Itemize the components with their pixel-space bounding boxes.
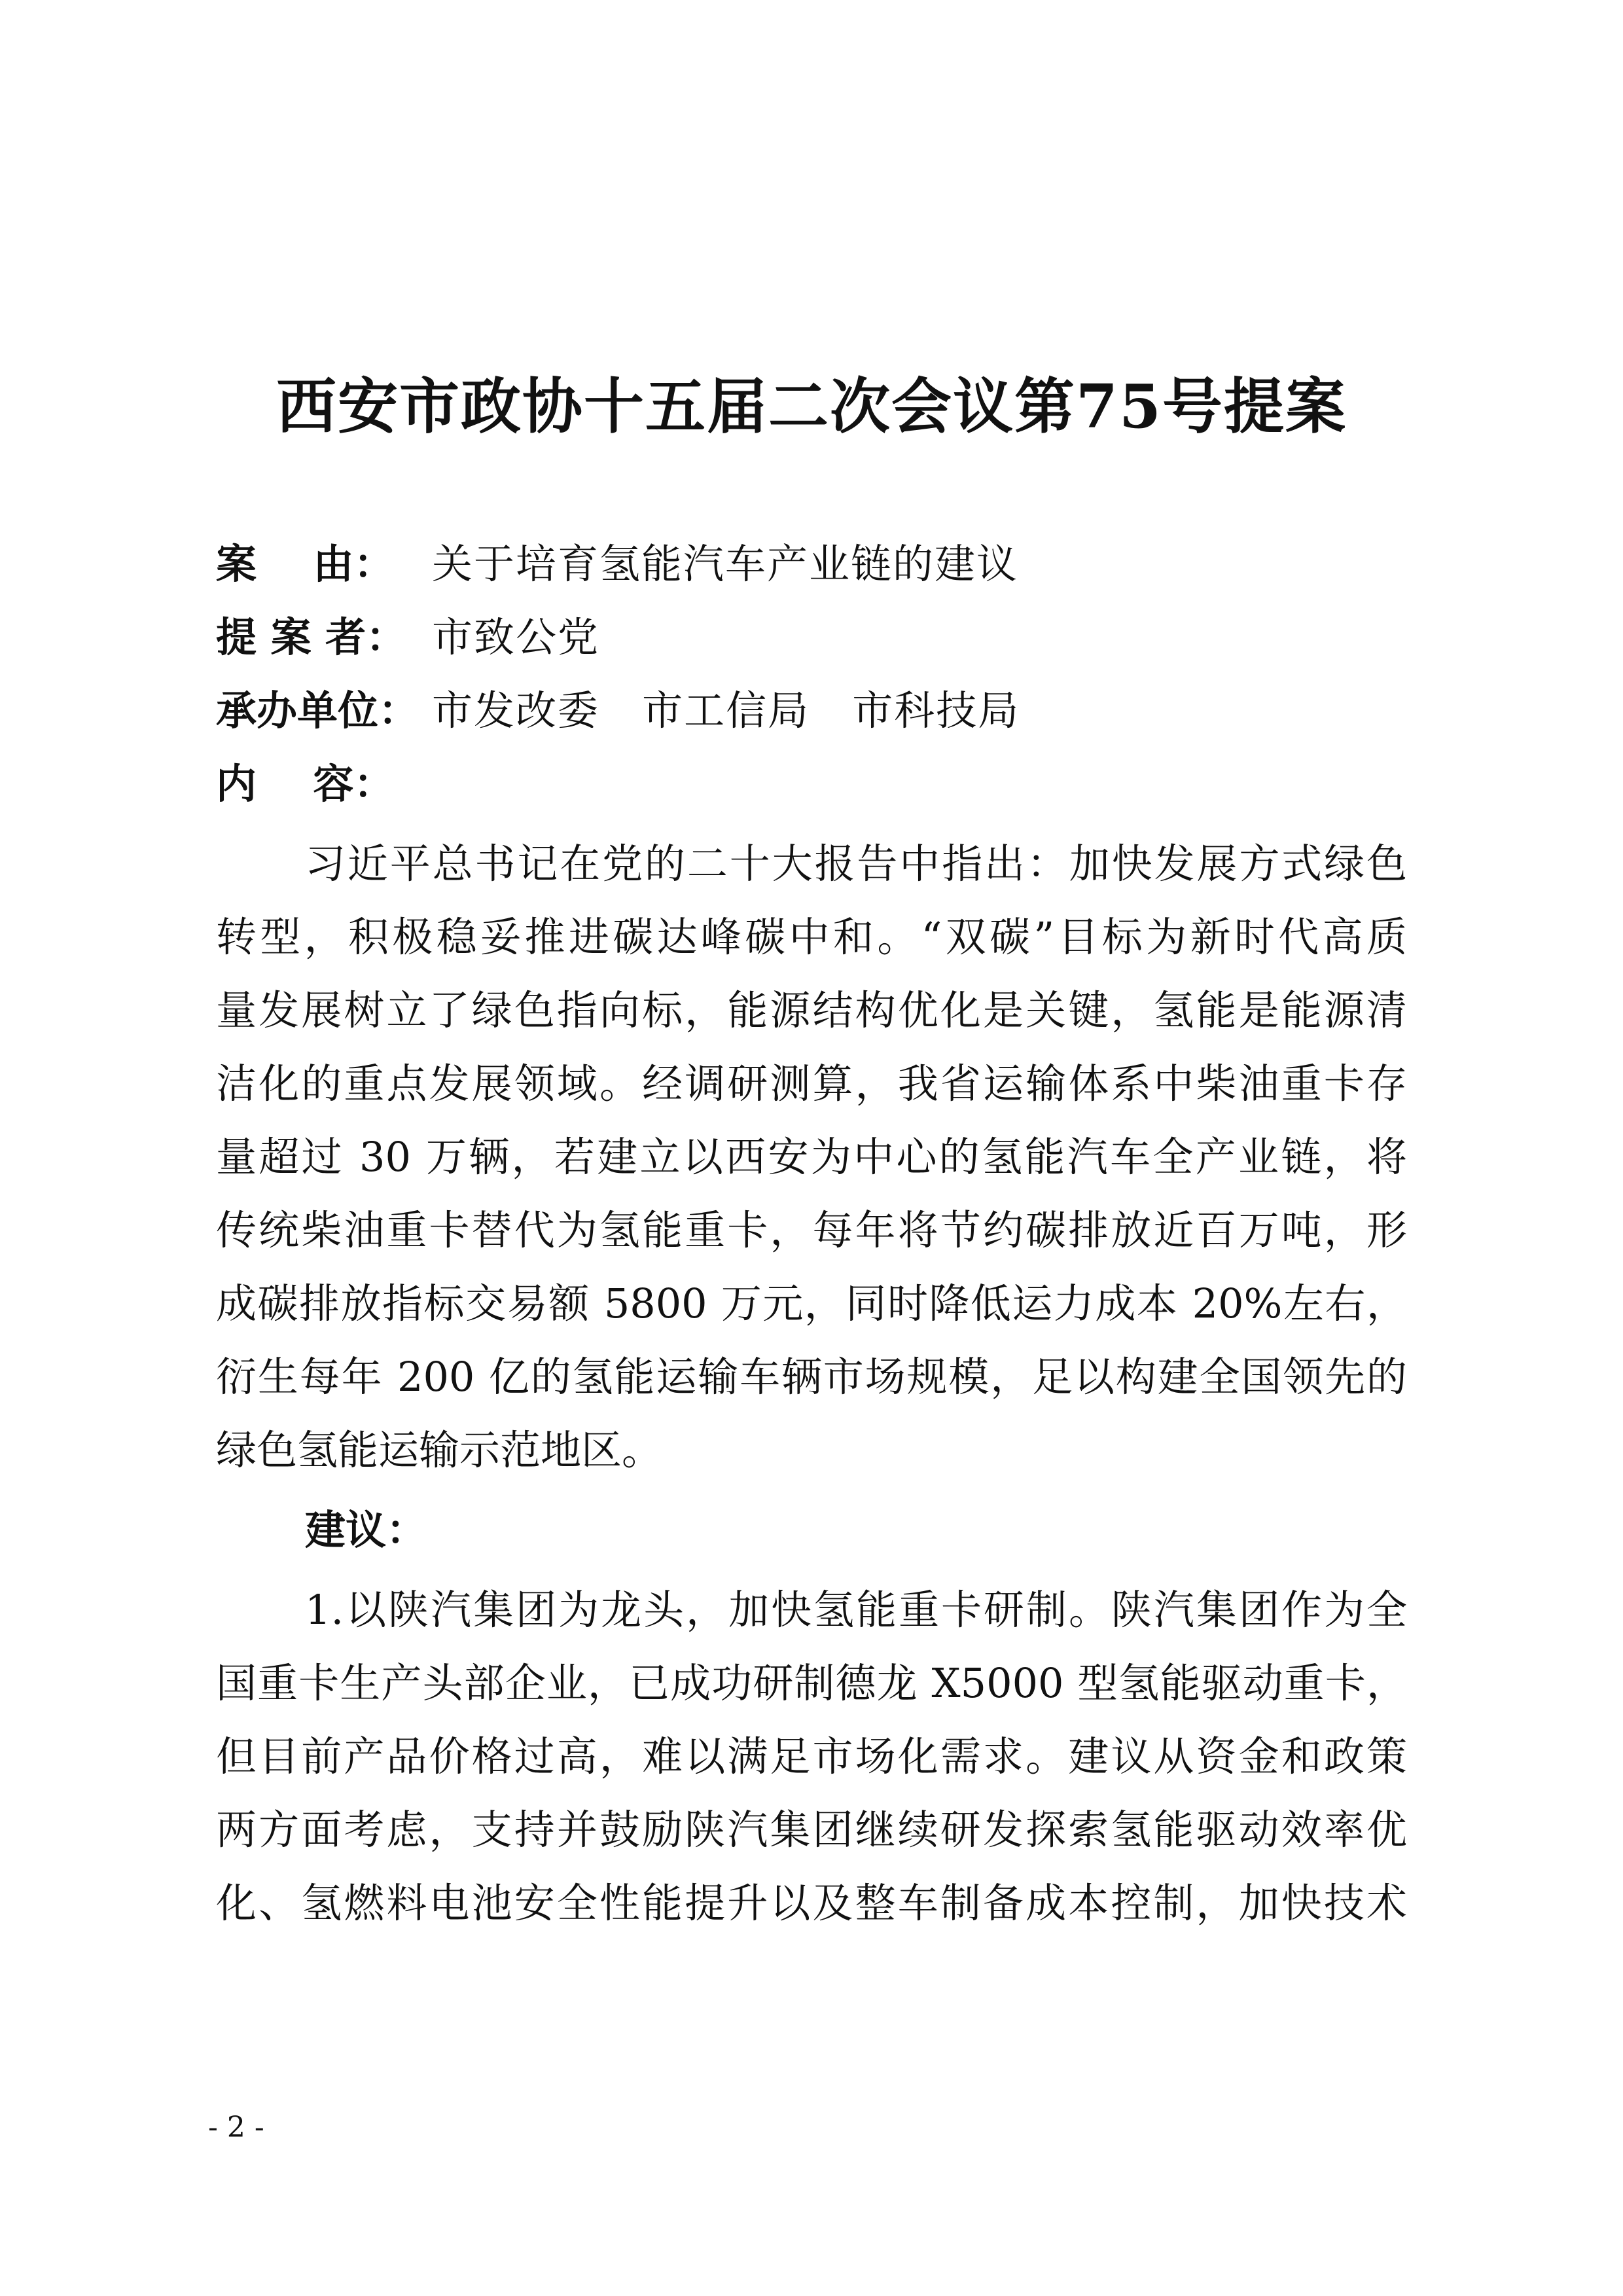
page-title: 西安市政协十五届二次会议第75号提案 [276, 371, 1347, 442]
page-number: - 2 - [208, 2111, 264, 2144]
paragraph-line: 成碳排放指标交易额 5800 万元，同时降低运力成本 20%左右， [216, 1280, 1407, 1327]
meta-row-handling-units [216, 670, 1020, 744]
paragraph-line: 洁化的重点发展领域。经调研测算，我省运输体系中柴油重卡存 [216, 1060, 1407, 1107]
paragraph-line: 两方面考虑，支持并鼓励陕汽集团继续研发探索氢能驱动效率优 [216, 1806, 1407, 1854]
paragraph-line: 传统柴油重卡替代为氢能重卡，每年将节约碳排放近百万吨，形 [216, 1206, 1407, 1254]
meta-value-handling-units: 市发改委 市工信局 市科技局 [432, 686, 1020, 734]
meta-label-content: 内 容： [216, 759, 395, 808]
paragraph-line: 量发展树立了绿色指向标，能源结构优化是关键，氢能是能源清 [216, 986, 1407, 1034]
paragraph-line: 化、氢燃料电池安全性能提升以及整车制备成本控制，加快技术 [216, 1879, 1407, 1927]
meta-row-content [216, 744, 432, 817]
paragraph-line: 国重卡生产头部企业，已成功研制德龙 X5000 型氢能驱动重卡， [216, 1659, 1407, 1707]
meta-label-proposer: 提 案 者： [216, 613, 407, 661]
paragraph-line: 量超过 30 万辆，若建立以西安为中心的氢能汽车全产业链，将 [216, 1133, 1407, 1181]
paragraph-line: 衍生每年 200 亿的氢能运输车辆市场规模，足以构建全国领先的 [216, 1353, 1407, 1401]
paragraph-line: 绿色氢能运输示范地区。 [216, 1426, 663, 1474]
paragraph-line: 转型，积极稳妥推进碳达峰碳中和。“双碳”目标为新时代高质 [216, 913, 1407, 961]
paragraph-line: 但目前产品价格过高，难以满足市场化需求。建议从资金和政策 [216, 1732, 1407, 1780]
meta-value-proposer: 市致公党 [432, 613, 600, 661]
suggestion-heading: 建议： [305, 1506, 427, 1554]
paragraph-line: 1.以陕汽集团为龙头，加快氢能重卡研制。陕汽集团作为全 [305, 1586, 1407, 1634]
meta-label-handling-units: 承办单位： [216, 686, 419, 734]
meta-row-proposer [216, 597, 599, 670]
meta-value-subject: 关于培育氢能汽车产业链的建议 [432, 539, 1019, 588]
paragraph-line: 习近平总书记在党的二十大报告中指出：加快发展方式绿色 [305, 840, 1407, 888]
meta-label-subject: 案 由： [216, 539, 395, 588]
meta-row-subject [216, 524, 1018, 597]
